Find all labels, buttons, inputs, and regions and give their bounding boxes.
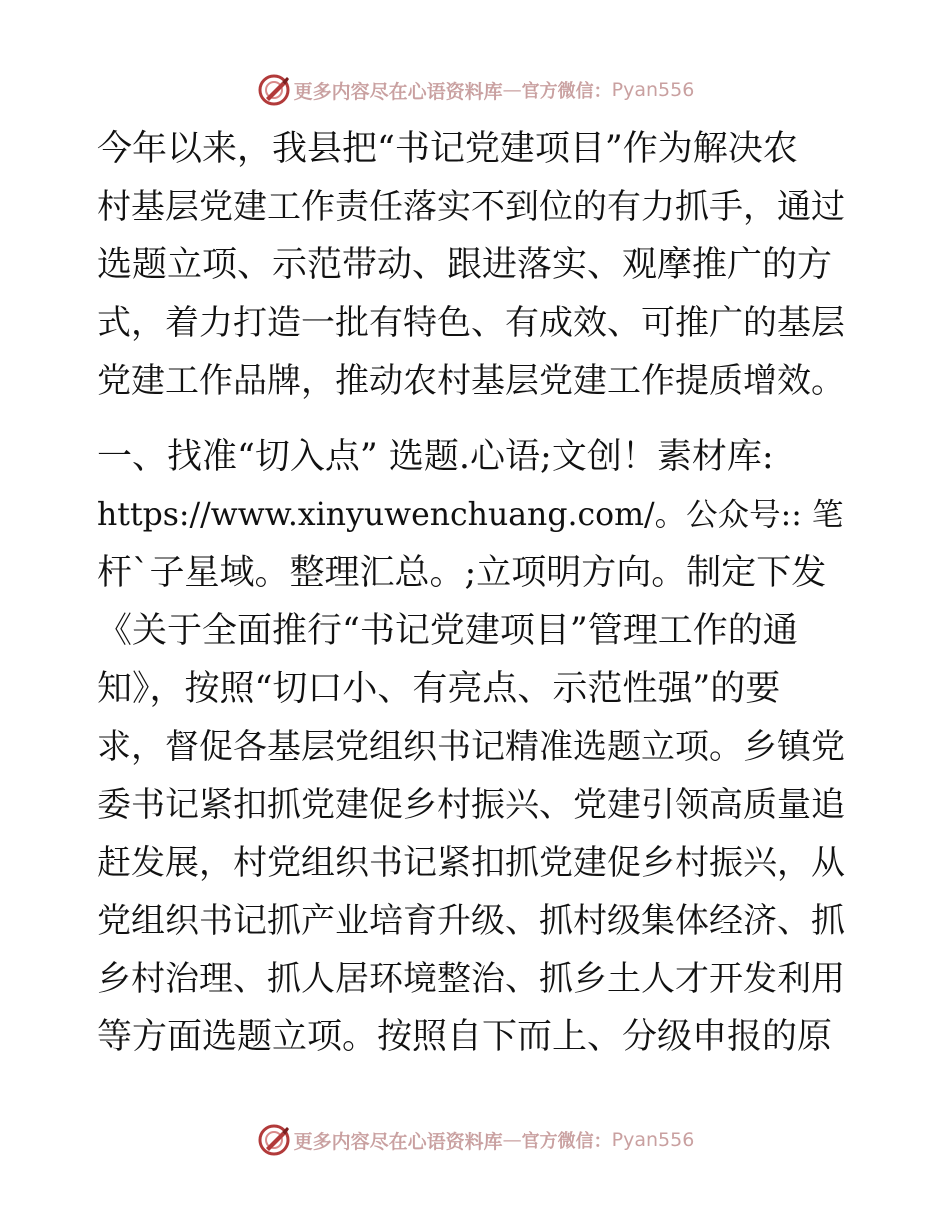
text-line: 赶发展，村党组织书记紧扣抓党建促乡村振兴，从	[97, 843, 845, 883]
text-line: 杆`子星域。整理汇总。;立项明方向。制定下发	[97, 553, 827, 593]
text-line: 式，着力打造一批有特色、有成效、可推广的基层	[97, 303, 845, 343]
text-line: 等方面选题立项。按照自下而上、分级申报的原	[97, 1017, 833, 1057]
text-line: 委书记紧扣抓党建促乡村振兴、党建引领高质量追	[97, 785, 845, 825]
watermark-wechat-id: Pyan556	[611, 1129, 695, 1151]
watermark-separator: —	[502, 1129, 522, 1151]
text-line: 党组织书记抓产业培育升级、抓村级集体经济、抓	[97, 901, 845, 941]
watermark-brand-text: 更多内容尽在心语资料库	[293, 80, 503, 103]
text-line: 一、找准“切入点” 选题.心语;文创！素材库:	[97, 437, 774, 477]
watermark-wechat-id: Pyan556	[611, 79, 695, 101]
watermark-wechat-label: 官方微信：	[521, 81, 612, 102]
text-line: 今年以来，我县把“书记党建项目”作为解决农	[97, 129, 798, 169]
paragraph-section-one	[97, 428, 852, 1066]
text-line: 选题立项、示范带动、跟进落实、观摩推广的方	[97, 245, 833, 285]
watermark-brand-text: 更多内容尽在心语资料库	[293, 1130, 503, 1153]
paragraph-intro	[97, 120, 852, 410]
text-line: 乡村治理、抓人居环境整治、抓乡土人才开发利用	[97, 959, 845, 999]
brand-logo-icon	[256, 1122, 292, 1158]
text-line: 《关于全面推行“书记党建项目”管理工作的通	[97, 611, 798, 651]
text-line: 村基层党建工作责任落实不到位的有力抓手，通过	[97, 187, 845, 227]
watermark-wechat-label: 官方微信：	[521, 1131, 612, 1152]
brand-logo-icon	[256, 72, 292, 108]
watermark-separator: —	[502, 79, 522, 101]
header-watermark	[0, 70, 950, 110]
footer-watermark	[0, 1120, 950, 1160]
text-line: 求，督促各基层党组织书记精准选题立项。乡镇党	[97, 727, 845, 767]
text-line: 知》，按照“切口小、有亮点、示范性强”的要	[97, 669, 781, 709]
text-line: 党建工作品牌，推动农村基层党建工作提质增效。	[97, 361, 845, 401]
text-line: https://www.xinyuwenchuang.com/。公众号:: 笔	[97, 497, 844, 533]
